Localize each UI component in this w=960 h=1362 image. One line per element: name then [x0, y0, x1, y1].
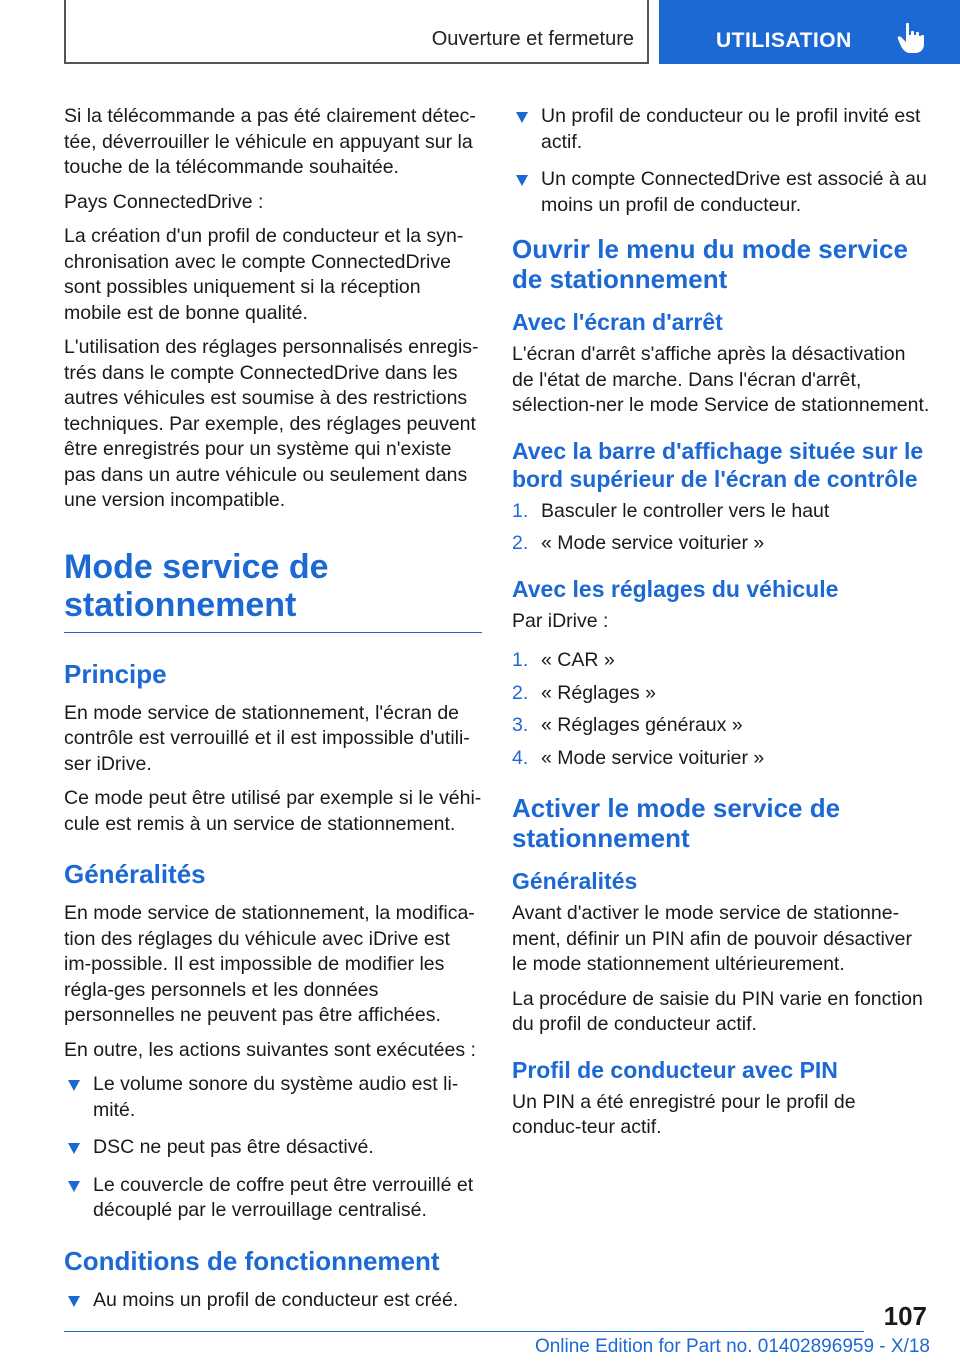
step-text: « Mode service voiturier »	[541, 532, 765, 554]
barre-steps	[512, 499, 930, 557]
step-text: « Réglages généraux »	[541, 714, 743, 736]
barre-heading: Avec la barre d'affichage située sur le bord supérieur de l'écran de contrôle	[512, 437, 924, 492]
step-number: 3.	[512, 714, 529, 736]
triangle-bullet-icon	[516, 112, 528, 123]
right-column	[512, 104, 930, 1150]
generalites-paragraph: En outre, les actions suivantes sont exécutées :	[64, 1038, 476, 1061]
header-chapter-tab[interactable]	[659, 0, 960, 64]
conditions-bullet-list	[64, 1288, 482, 1314]
triangle-bullet-icon	[68, 1296, 80, 1307]
left-column	[64, 104, 482, 1325]
step-number: 4.	[512, 746, 529, 769]
step-text: « CAR »	[541, 649, 615, 671]
list-item	[512, 531, 930, 557]
intro-paragraph: Si la télécommande a pas été clairement détec‐tée, déverrouiller le véhicule en appuyant sur la touche de la télécommande souhaitée.	[64, 105, 476, 178]
step-text: « Mode service voiturier »	[541, 746, 765, 769]
profil-pin-heading: Profil de conducteur avec PIN	[512, 1056, 838, 1083]
list-item-text: Le volume sonore du système audio est li‐mité.	[93, 1073, 459, 1121]
list-item-text: Un compte ConnectedDrive est associé à au moins un profil de conducteur.	[541, 168, 927, 216]
footer-divider	[64, 1331, 864, 1332]
principe-heading: Principe	[64, 658, 167, 689]
list-item	[64, 1135, 482, 1161]
list-item	[512, 681, 930, 707]
triangle-bullet-icon	[68, 1143, 80, 1154]
list-item	[64, 1072, 482, 1123]
principe-paragraph: En mode service de stationnement, l'écran de contrôle est verrouillé et il est impossible d'utili‐ser iDrive.	[64, 701, 470, 775]
list-item	[512, 713, 930, 739]
reglages-intro: Par iDrive :	[512, 609, 609, 632]
principe-paragraph: Ce mode peut être utilisé par exemple si le véhi‐cule est remis à un service de stationnement.	[64, 787, 482, 835]
list-item-text: Au moins un profil de conducteur est créé.	[93, 1288, 459, 1311]
step-number: 2.	[512, 681, 529, 704]
activer-generalites-paragraph: Avant d'activer le mode service de stationne‐ment, définir un PIN afin de pouvoir désactiver le mode stationnement ultérieurement.	[512, 902, 912, 975]
conditions-heading: Conditions de fonctionnement	[64, 1245, 440, 1276]
triangle-bullet-icon	[68, 1181, 80, 1192]
generalites-bullet-list	[64, 1072, 482, 1224]
list-item	[512, 104, 930, 155]
list-item-text: Le couvercle de coffre peut être verrouillé et découplé par le verrouillage centralisé.	[93, 1173, 474, 1221]
intro-paragraph: L'utilisation des réglages personnalisés enregis‐trés dans le compte ConnectedDrive dans les autres véhicules est soumise à des restrictions techniques. Par exemple, des réglages peuvent être enregistrés pour un système qui n'existe pas dans un autre véhicule ou seulement dans une version incompatible.	[64, 336, 479, 511]
activer-generalites-paragraph: La procédure de saisie du PIN varie en fonction du profil de conducteur actif.	[512, 987, 923, 1035]
profil-pin-paragraph: Un PIN a été enregistré pour le profil de conduc‐teur actif.	[512, 1090, 856, 1138]
chapter-title: Mode service de stationnement	[64, 548, 482, 633]
activer-heading: Activer le mode service de stationnement	[512, 793, 841, 853]
intro-paragraph: La création d'un profil de conducteur et la syn‐chronisation avec le compte ConnectedDrive sont possibles uniquement si la réception mobile est de bonne qualité.	[64, 225, 464, 324]
ouvrir-heading: Ouvrir le menu du mode service de stationnement	[512, 234, 908, 294]
list-item	[512, 648, 930, 674]
reglages-steps	[512, 648, 930, 771]
step-number: 1.	[512, 649, 529, 671]
step-text: « Réglages »	[541, 681, 656, 704]
reglages-heading: Avec les réglages du véhicule	[512, 575, 839, 602]
conditions-bullet-list-continued	[512, 104, 930, 218]
list-item	[64, 1173, 482, 1224]
footer-edition: Online Edition for Part no. 01402896959 - X/18	[534, 1336, 930, 1357]
list-item	[512, 167, 930, 218]
triangle-bullet-icon	[68, 1080, 80, 1091]
header-section-title: Ouverture et fermeture	[431, 28, 634, 50]
page-number: 107	[883, 1301, 927, 1331]
ecran-arret-heading: Avec l'écran d'arrêt	[512, 309, 723, 335]
list-item	[512, 746, 930, 772]
activer-generalites-heading: Généralités	[512, 868, 638, 894]
list-item	[512, 499, 930, 525]
list-item	[64, 1288, 482, 1314]
step-number: 2.	[512, 532, 529, 554]
step-number: 1.	[512, 499, 529, 522]
generalites-heading: Généralités	[64, 859, 206, 889]
list-item-text: Un profil de conducteur ou le profil invité est actif.	[541, 105, 921, 153]
step-text: Basculer le controller vers le haut	[541, 499, 830, 522]
generalites-paragraph: En mode service de stationnement, la modifica‐tion des réglages du véhicule avec iDrive est im‐possible. Il est impossible de modifier les régla‐ges personnels et les données personnelles ne peuvent pas être affichées.	[64, 902, 475, 1026]
intro-paragraph: Pays ConnectedDrive :	[64, 190, 264, 213]
header-chapter-label: UTILISATION	[716, 29, 852, 52]
triangle-bullet-icon	[516, 175, 528, 186]
ecran-arret-paragraph: L'écran d'arrêt s'affiche après la désactivation de l'état de marche. Dans l'écran d'arrêt, sélection‐ner le mode Service de stationnement.	[512, 343, 930, 416]
list-item-text: DSC ne peut pas être désactivé.	[93, 1136, 374, 1158]
pointing-hand-icon	[897, 22, 925, 54]
